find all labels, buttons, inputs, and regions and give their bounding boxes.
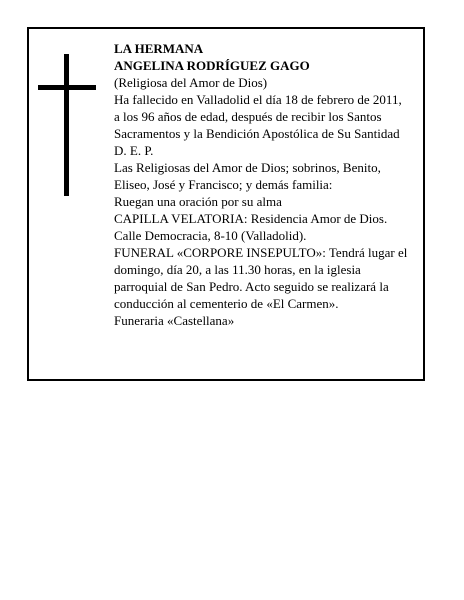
cross-icon — [64, 54, 69, 196]
text-line: Sacramentos y la Bendición Apostólica de Su Santidad — [114, 126, 400, 141]
heading: LA HERMANA — [114, 41, 204, 56]
text-line: Ruegan una oración por su alma — [114, 194, 282, 209]
deceased-name: ANGELINA RODRÍGUEZ GAGO — [114, 58, 310, 73]
text-line: Calle Democracia, 8-10 (Valladolid). — [114, 228, 307, 243]
text-line: a los 96 años de edad, después de recibir los Santos — [114, 109, 382, 124]
text-line: Ha fallecido en Valladolid el día 18 de febrero de 2011, — [114, 92, 402, 107]
cross-icon-crossbar — [38, 85, 96, 90]
religious-order: (Religiosa del Amor de Dios) — [114, 75, 268, 90]
text-line: D. E. P. — [114, 143, 154, 158]
text-line: conducción al cementerio de «El Carmen». — [114, 296, 339, 311]
obituary-text — [114, 40, 426, 329]
text-line: Las Religiosas del Amor de Dios; sobrinos, Benito, — [114, 160, 381, 175]
text-line: FUNERAL «CORPORE INSEPULTO»: Tendrá lugar el — [114, 245, 408, 260]
text-line: Eliseo, José y Francisco; y demás familia: — [114, 177, 333, 192]
text-line: domingo, día 20, a las 11.30 horas, en la iglesia — [114, 262, 361, 277]
text-line: parroquial de San Pedro. Acto seguido se realizará la — [114, 279, 389, 294]
text-line: CAPILLA VELATORIA: Residencia Amor de Dios. — [114, 211, 388, 226]
funeral-home: Funeraria «Castellana» — [114, 313, 235, 328]
